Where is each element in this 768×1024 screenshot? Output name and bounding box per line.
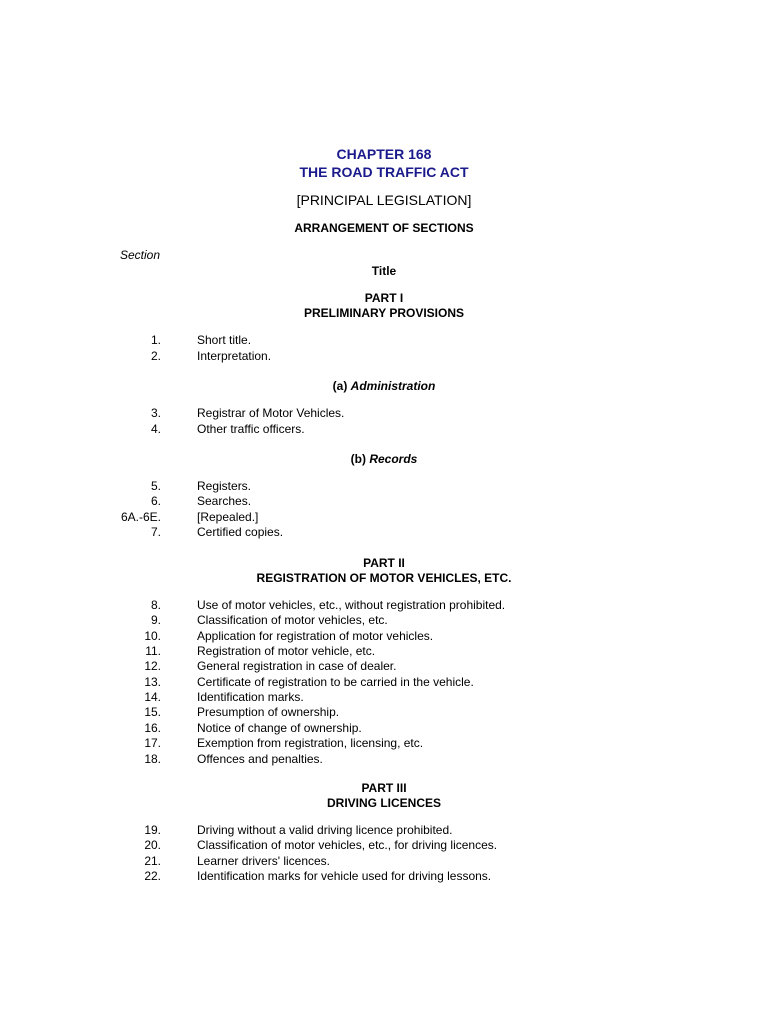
list-item: [0, 720, 768, 736]
section-title: Driving without a valid driving licence prohibited.: [197, 823, 453, 837]
section-number: 11.: [145, 644, 161, 659]
section-number: 14.: [144, 690, 161, 705]
subheading-records: [0, 452, 768, 466]
list-item: [0, 597, 768, 613]
section-title: Registrar of Motor Vehicles.: [197, 406, 345, 420]
part1-name: PRELIMINARY PROVISIONS: [303, 306, 465, 320]
list-item: [0, 493, 768, 509]
section-number: 20.: [144, 838, 161, 853]
section-number: 22.: [144, 869, 161, 884]
section-number: 8.: [150, 598, 161, 612]
section-title: Certificate of registration to be carried in the vehicle.: [197, 674, 474, 689]
section-title: Classification of motor vehicles, etc., for driving licences.: [197, 838, 498, 853]
section-column-label: Section: [120, 248, 161, 262]
section-number: 13.: [144, 674, 161, 689]
section-title: Classification of motor vehicles, etc.: [197, 613, 388, 628]
list-item: [0, 704, 768, 720]
section-number: 21.: [144, 853, 161, 868]
subheading-b-name: Records: [369, 452, 418, 466]
section-title: Use of motor vehicles, etc., without registration prohibited.: [197, 598, 506, 612]
section-title: Registers.: [197, 479, 252, 493]
section-number: 7.: [150, 525, 161, 540]
section-number: 6.: [150, 494, 161, 509]
part3-label: PART III: [361, 781, 407, 795]
chapter-number: CHAPTER 168: [336, 146, 432, 162]
list-item: [0, 868, 768, 884]
list-item: [0, 332, 768, 348]
section-title: Registration of motor vehicle, etc.: [197, 644, 376, 659]
section-title: General registration in case of dealer.: [197, 659, 397, 674]
section-number: 4.: [150, 421, 161, 436]
section-title: Learner drivers' licences.: [197, 853, 331, 868]
list-item: [0, 822, 768, 838]
act-title: THE ROAD TRAFFIC ACT: [299, 164, 469, 180]
section-title: Searches.: [197, 494, 252, 509]
section-title: Application for registration of motor vehicles.: [197, 628, 434, 643]
list-item: [0, 628, 768, 644]
legislation-type: [PRINCIPAL LEGISLATION]: [296, 192, 472, 208]
arrangement-heading: ARRANGEMENT OF SECTIONS: [294, 221, 474, 235]
list-item: [0, 674, 768, 690]
section-number: 16.: [144, 720, 161, 735]
list-item: [0, 478, 768, 494]
section-number: 3.: [150, 406, 161, 420]
list-item: [0, 509, 768, 525]
section-number: 18.: [144, 751, 161, 766]
list-item: [0, 837, 768, 853]
section-number: 17.: [144, 736, 161, 751]
list-item: [0, 612, 768, 628]
section-title: Other traffic officers.: [197, 421, 305, 436]
subheading-a-prefix: (a): [332, 379, 348, 393]
list-item: [0, 853, 768, 869]
subheading-a-name: Administration: [350, 379, 436, 393]
list-item: [0, 421, 768, 437]
title-label: Title: [371, 264, 397, 278]
section-title: Exemption from registration, licensing, etc.: [197, 736, 424, 751]
list-item: [0, 348, 768, 364]
section-number: 19.: [144, 823, 161, 837]
section-title: Certified copies.: [197, 525, 284, 540]
section-title: Identification marks.: [197, 690, 304, 705]
section-number: 2.: [150, 348, 161, 363]
part3-name: DRIVING LICENCES: [326, 796, 441, 810]
section-number: 1.: [150, 333, 161, 347]
subheading-administration: [0, 379, 768, 393]
list-item: [0, 643, 768, 659]
section-title: Interpretation.: [197, 348, 272, 363]
section-number: 9.: [150, 613, 161, 628]
section-number: 6A.-6E.: [120, 509, 161, 524]
section-title: [Repealed.]: [197, 509, 259, 524]
subheading-b-prefix: (b): [350, 452, 366, 466]
section-number: 10.: [144, 628, 161, 643]
section-title: Presumption of ownership.: [197, 705, 340, 720]
section-title: Short title.: [197, 333, 252, 347]
section-number: 12.: [144, 659, 161, 674]
list-item: [0, 751, 768, 767]
list-item: [0, 689, 768, 705]
part1-label: PART I: [364, 291, 404, 305]
section-title: Identification marks for vehicle used for driving lessons.: [197, 869, 492, 884]
list-item: [0, 405, 768, 421]
section-number: 5.: [150, 479, 161, 493]
section-title: Offences and penalties.: [197, 751, 323, 766]
list-item: [0, 735, 768, 751]
part2-name: REGISTRATION OF MOTOR VEHICLES, ETC.: [256, 571, 512, 585]
list-item: [0, 524, 768, 540]
part2-label: PART II: [363, 556, 405, 570]
list-item: [0, 658, 768, 674]
section-number: 15.: [144, 705, 161, 720]
section-title: Notice of change of ownership.: [197, 720, 362, 735]
